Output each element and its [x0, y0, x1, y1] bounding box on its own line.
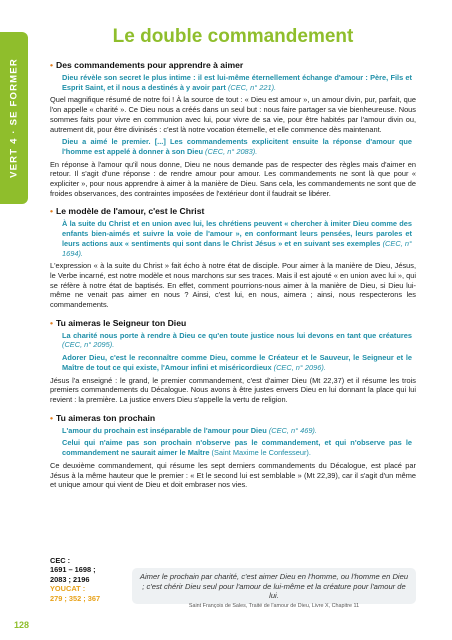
body-paragraph: Jésus l'a enseigné : le grand, le premier commandement, c'est d'aimer Dieu (Mt 22,37) et il résume les trois premiers commandements du Décalogue. Nous avons à être justes envers Dieu en lui donnant la place qui lui revient : la première. La justice envers Dieu s'appelle la vertu de religion.: [50, 375, 416, 404]
body-paragraph: Ce deuxième commandement, qui résume les sept derniers commandements du Décalogue, est placé par Jésus à la même hauteur que le premier : « Et le second lui est semblable » (Mt 22,39), car il s'agit d'un même et unique amour qui vient de Dieu et doit embraser nos vies.: [50, 460, 416, 490]
bullet-icon: •: [50, 317, 54, 328]
bottom-area: [50, 556, 416, 616]
bullet-icon: •: [50, 206, 54, 217]
section-heading: • Tu aimeras ton prochain: [50, 412, 156, 423]
quote-paragraph: Adorer Dieu, c'est le reconnaître comme Dieu, comme le Créateur et le Sauveur, le Seigneur et le Maître de tout ce qui existe, l'Amour infini et miséricordieux (CEC, n° 2096).: [62, 353, 412, 372]
quote-paragraph: Dieu a aimé le premier. [...] Les commandements explicitent ensuite la réponse d'amour que l'homme est appelé à donner à son Dieu (CEC, n° 2083).: [62, 137, 412, 156]
page-number: 128: [14, 620, 30, 630]
body-paragraph: L'expression « à la suite du Christ » fait écho à notre état de disciple. Pour aimer à la manière de Dieu, Jésus, le Verbe incarné, est notre modèle et nous marchons sur ses traces. Mais il est ajouté « en union avec lui », qui se réfère à notre état de baptisés. En effet, comment pourrions-nous aimer à la manière de Dieu, si Dieu lui-même ne venait pas aimer en nous ? Ainsi, c'est lui, en nous, aimera ; ainsi, nous respecterons les commandements.: [50, 261, 416, 310]
youcat-label: YOUCAT :: [50, 584, 86, 594]
quote-paragraph: Dieu révèle son secret le plus intime : il est lui-même éternellement échange d'amour : Père, Fils et Esprit Saint, et il nous a destinés à y avoir part (CEC, n° 221).: [62, 73, 412, 92]
side-tab: [0, 32, 28, 204]
youcat-line: 279 ; 352 ; 367: [50, 593, 101, 603]
bullet-icon: •: [50, 412, 54, 423]
body-paragraph: Quel magnifique résumé de notre foi ! À la source de tout : « Dieu est amour », un amour divin, pur, parfait, que l'on appelle « charité ». Ce Dieu nous a créés dans un seul but : nous faire partager sa vie bienheureuse. Nous sommes faits pour vivre en communion avec lui, pour vivre de sa vie, pour être habités par l'amour divin ou, autrement dit, pour être divinisés : c'est là notre vocation éternelle, et elle commence dès maintenant.: [50, 95, 416, 134]
quote-paragraph: La charité nous porte à rendre à Dieu ce qu'en toute justice nous lui devons en tant que créatures (CEC, n° 2095).: [62, 330, 412, 350]
section: [50, 318, 416, 405]
section-heading: • Des commandements pour apprendre à aimer: [50, 60, 244, 70]
quote-paragraph: À la suite du Christ et en union avec lui, les chrétiens peuvent « chercher à imiter Dieu comme des enfants bien-aimés et suivre la voie de l'amour », en conformant leurs pensées, leurs paroles et leurs actions aux « sentiments qui sont dans le Christ Jésus » et en suivant ses exemples (CEC, n° 1694).: [62, 219, 412, 258]
section-heading: • Tu aimeras le Seigneur ton Dieu: [50, 317, 187, 328]
page-title: Le double commandement: [112, 26, 354, 47]
quote-box-source: Saint François de Sales, Traité de l'amour de Dieu, Livre X, Chapitre 11: [188, 602, 360, 609]
section: [50, 60, 416, 198]
cec-label: CEC :: [50, 556, 71, 565]
section-heading: • Le modèle de l'amour, c'est le Christ: [50, 206, 205, 217]
quote-box: [132, 568, 416, 609]
body-paragraph: En réponse à l'amour qu'il nous donne, Dieu ne nous demande pas de respecter des règles mais d'aimer en retour. Il s'agit d'une réponse : de rendre amour pour amour. Les commandements ne sont là que pour « expliciter », pour nous apprendre à aimer à la manière de Dieu. Sans cela, les commandements ne sont que de froides observances, des contraintes imposées de l'extérieur dont il faudrait se libérer.: [50, 159, 416, 198]
side-tab-label: VERT 4 · SE FORMER: [8, 58, 20, 178]
quote-paragraph: L'amour du prochain est inséparable de l'amour pour Dieu (CEC, n° 469).: [62, 425, 317, 435]
quote-box-text: Aimer le prochain par charité, c'est aimer Dieu en l'homme, ou l'homme en Dieu ; c'est chérir Dieu seul pour l'amour de lui-même et la créature pour l'amour de lui.: [139, 572, 409, 601]
references-block: [50, 556, 132, 603]
section: [50, 206, 416, 309]
cec-line: 2083 ; 2196: [50, 574, 90, 584]
cec-line: 1691 – 1698 ;: [50, 565, 96, 575]
bullet-icon: •: [50, 60, 54, 70]
quote-paragraph: Celui qui n'aime pas son prochain n'observe pas le commandement, et qui n'observe pas le commandement ne saurait aimer le Maître (Saint Maxime le Confesseur).: [62, 438, 412, 458]
section: [50, 413, 416, 490]
page-content: [50, 0, 416, 493]
